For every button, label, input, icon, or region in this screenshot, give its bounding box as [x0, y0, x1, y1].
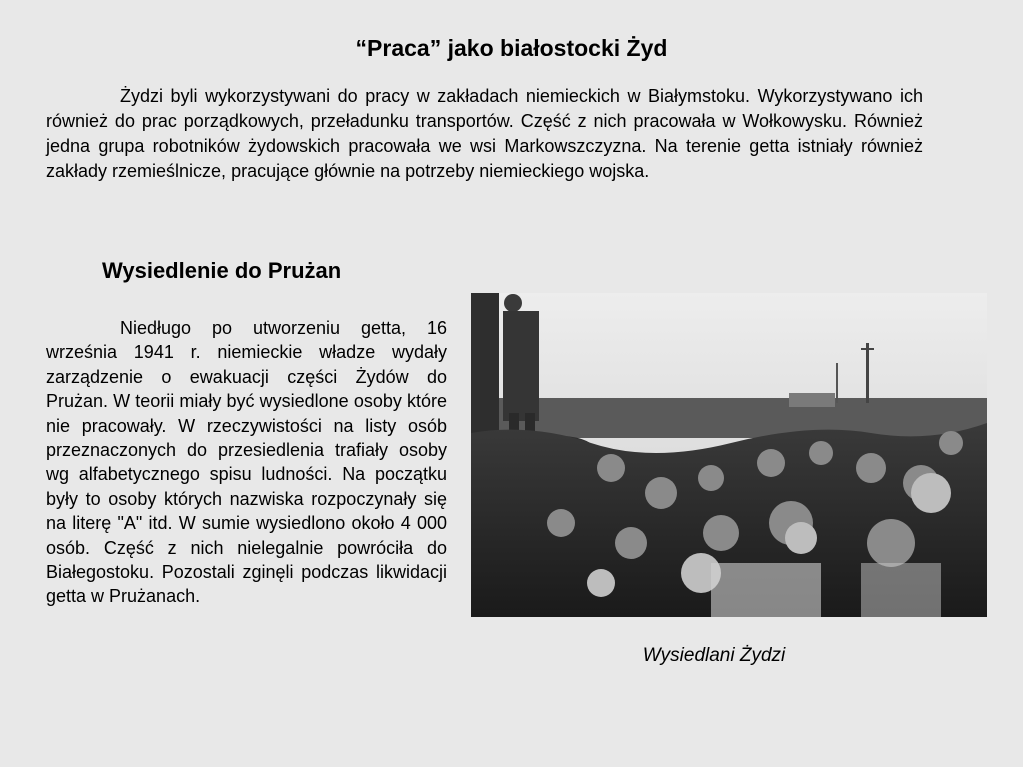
crowd-photo	[471, 293, 987, 617]
photo-caption: Wysiedlani Żydzi	[642, 645, 786, 666]
section-heading: Wysiedlenie do Prużan	[102, 258, 342, 283]
intro-paragraph: Żydzi byli wykorzystywani do pracy w zakładach niemieckich w Białymstoku. Wykorzystywano ich również do prac porządkowych, przeładunku transportów. Część z nich pracowała w Wołkowysku. Również jedna grupa robotników żydowskich pracowała we wsi Markowszczyzna. Na terenie getta istniały również zakłady rzemieślnicze, pracujące głównie na potrzeby niemieckiego wojska.	[46, 86, 923, 181]
crowd-photo-illustration	[471, 293, 987, 617]
section-paragraph: Niedługo po utworzeniu getta, 16 września 1941 r. niemieckie władze wydały zarządzenie o ewakuacji części Żydów do Prużan. W teorii miały być wysiedlone osoby które nie pracowały. W rzeczywistości na listy osób przeznaczonych do przesiedlenia trafiały osoby wg alfabetycznego spisu ludności. Na początku były to osoby których nazwiska rozpoczynały się na literę "A" itd. W sumie wysiedlono około 4 000 osób. Część z nich nielegalnie powróciła do Białegostoku. Pozostali zginęli podczas likwidacji getta w Prużanach.	[46, 318, 447, 607]
slide-title: “Praca” jako białostocki Żyd	[355, 35, 668, 61]
